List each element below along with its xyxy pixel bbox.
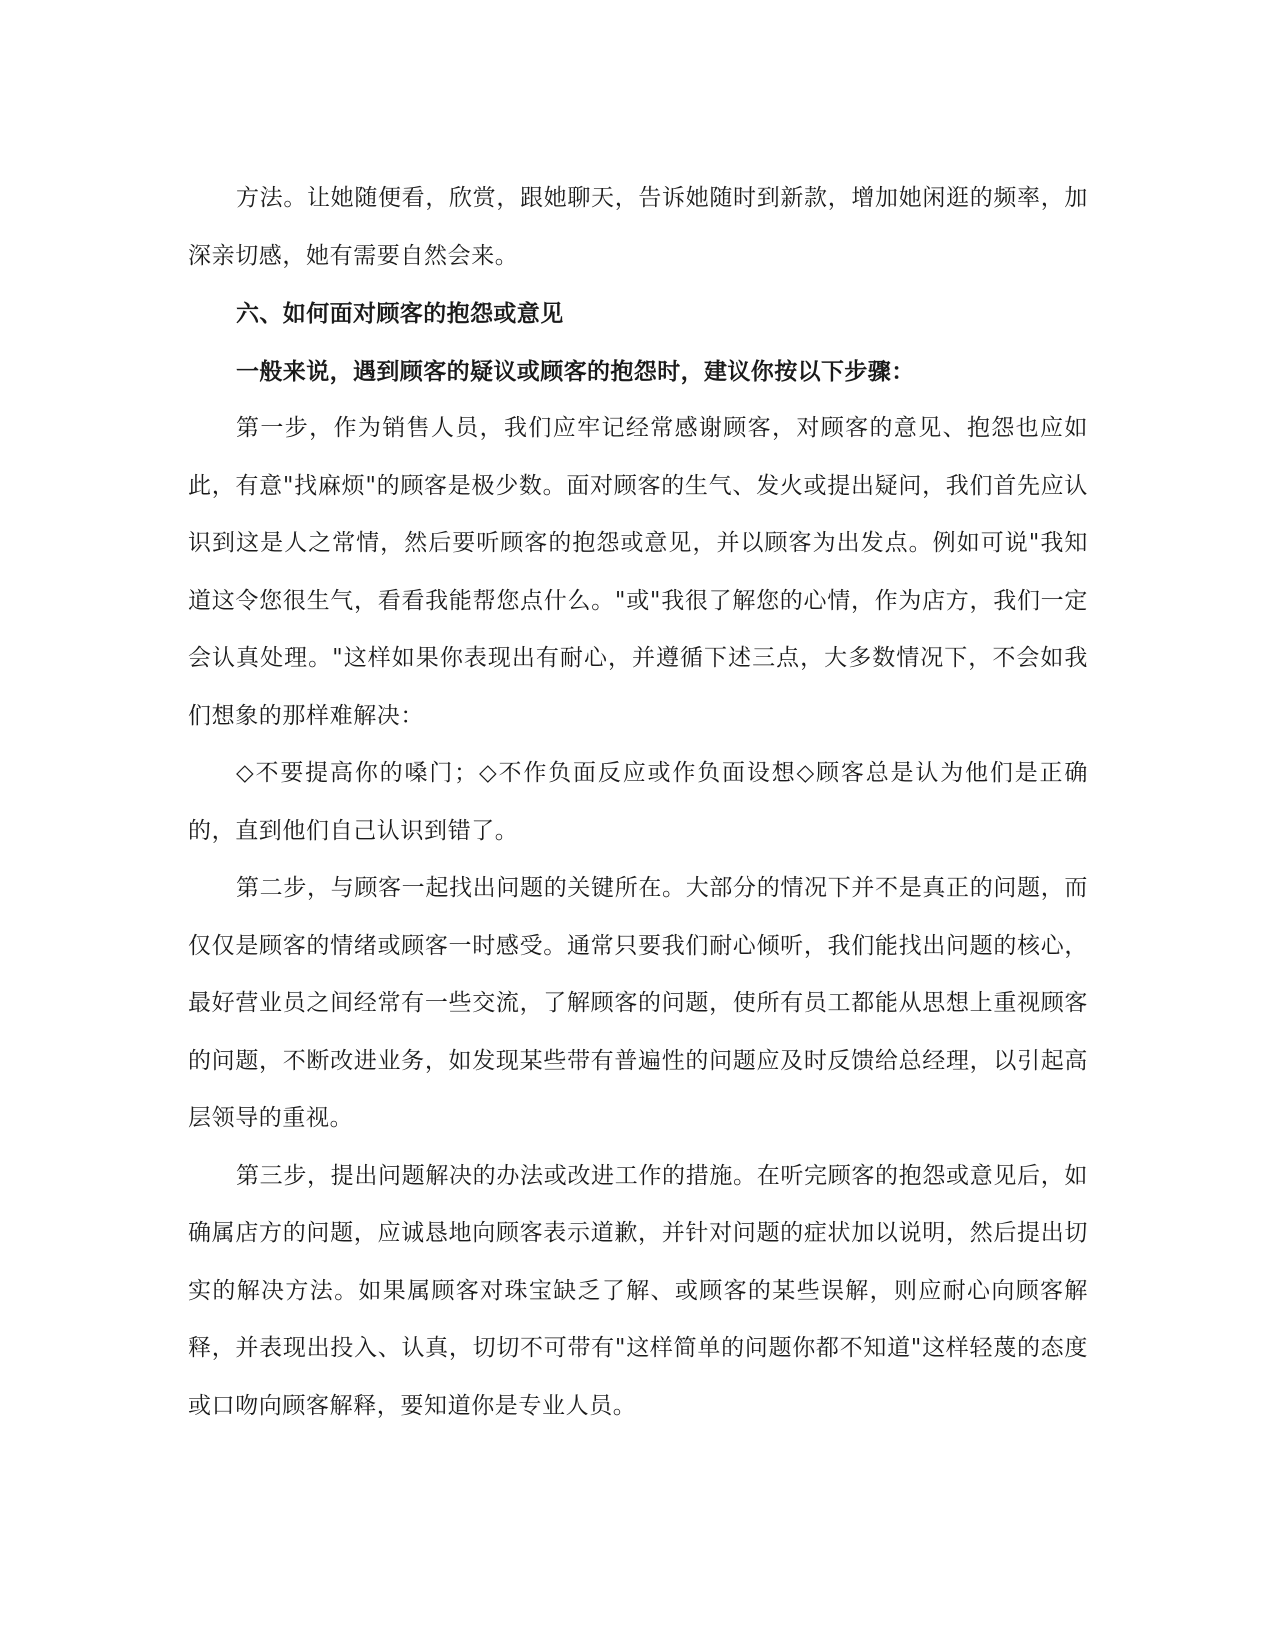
document-body	[188, 170, 1088, 1435]
paragraph-continued-method: 方法。让她随便看，欣赏，跟她聊天，告诉她随时到新款，增加她闲逛的频率，加深亲切感，她有需要自然会来。	[188, 185, 1088, 269]
paragraph-three-points: ◇不要提高你的嗓门；◇不作负面反应或作负面设想◇顾客总是认为他们是正确的，直到他们自己认识到错了。	[188, 760, 1088, 844]
paragraph-step-two: 第二步，与顾客一起找出问题的关键所在。大部分的情况下并不是真正的问题，而仅仅是顾客的情绪或顾客一时感受。通常只要我们耐心倾听，我们能找出问题的核心，最好营业员之间经常有一些交流，了解顾客的问题，使所有员工都能从思想上重视顾客的问题，不断改进业务，如发现某些带有普遍性的问题应及时反馈给总经理，以引起高层领导的重视。	[188, 875, 1088, 1131]
paragraph-step-one: 第一步，作为销售人员，我们应牢记经常感谢顾客，对顾客的意见、抱怨也应如此，有意"找麻烦"的顾客是极少数。面对顾客的生气、发火或提出疑问，我们首先应认识到这是人之常情，然后要听顾客的抱怨或意见，并以顾客为出发点。例如可说"我知道这令您很生气，看看我能帮您点什么。"或"我很了解您的心情，作为店方，我们一定会认真处理。"这样如果你表现出有耐心，并遵循下述三点，大多数情况下，不会如我们想象的那样难解决：	[188, 415, 1088, 729]
section-heading-complaints: 六、如何面对顾客的抱怨或意见	[236, 300, 564, 327]
paragraph-step-three: 第三步，提出问题解决的办法或改进工作的措施。在听完顾客的抱怨或意见后，如确属店方的问题，应诚恳地向顾客表示道歉，并针对问题的症状加以说明，然后提出切实的解决方法。如果属顾客对珠宝缺乏了解、或顾客的某些误解，则应耐心向顾客解释，并表现出投入、认真，切切不可带有"这样简单的问题你都不知道"这样轻蔑的态度或口吻向顾客解释，要知道你是专业人员。	[188, 1162, 1088, 1419]
intro-steps-heading: 一般来说，遇到顾客的疑议或顾客的抱怨时，建议你按以下步骤：	[236, 357, 915, 385]
